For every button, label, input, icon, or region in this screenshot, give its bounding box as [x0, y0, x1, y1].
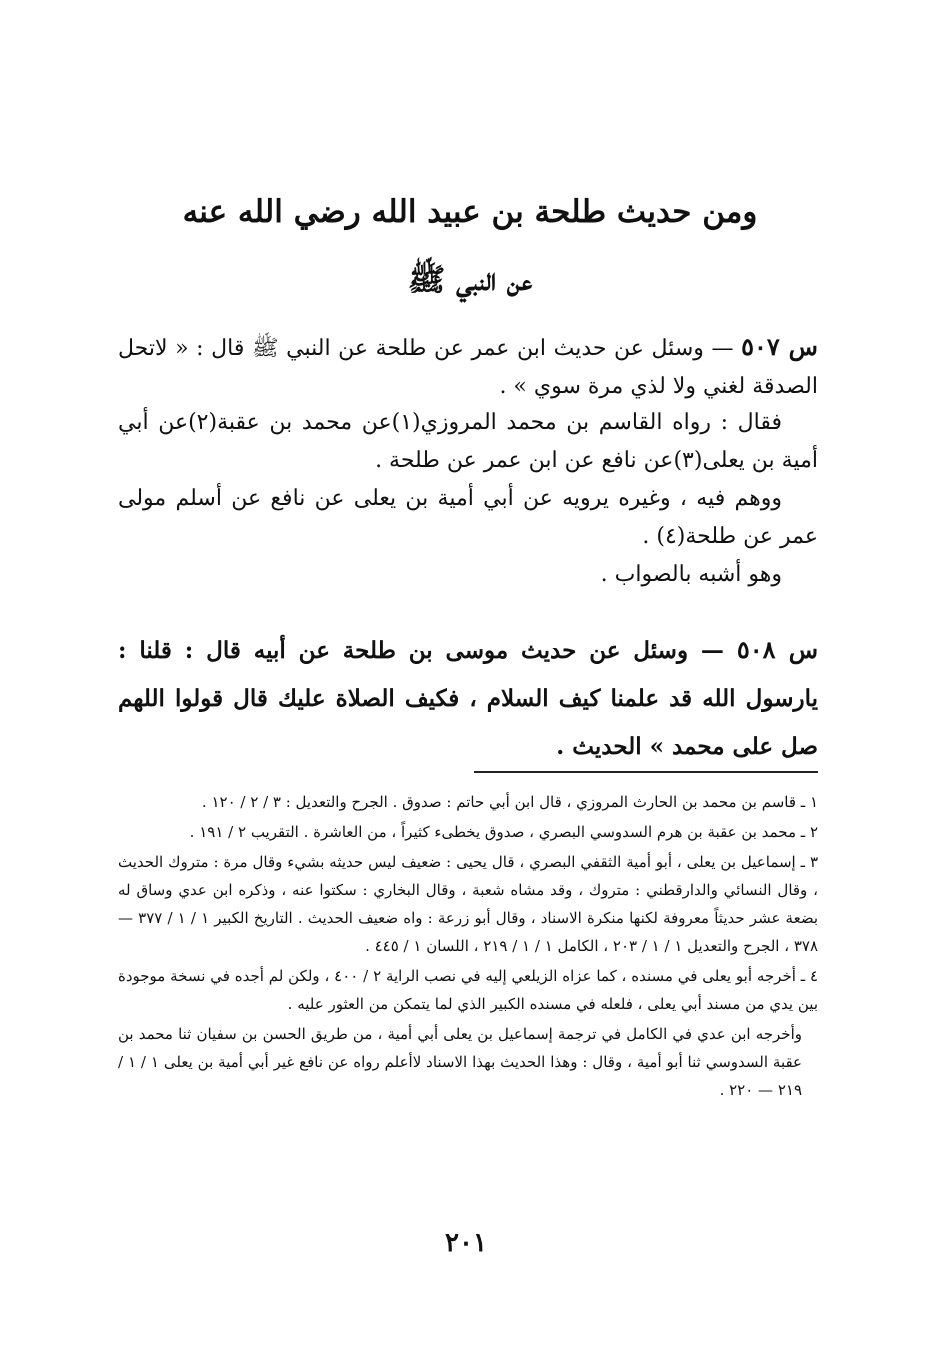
- question-text: — وسئل عن حديث موسى بن طلحة عن أبيه قال : قلنا : يارسول الله قد علمنا كيف السلام ، فكيف الصلاة عليك قال قولوا اللهم صل على محمد » الحديث .: [118, 637, 818, 760]
- footnote-4: ٤ ـ أخرجه أبو يعلى في مسنده ، كما عزاه الزيلعي إليه في نصب الراية ٢ / ٤٠٠ ، ولكن لم أجده في نسخة موجودة بين يدي من مسند أبي يعلى ، فلعله في مسنده الكبير الذي لما يتمكن من العثور عليه .: [118, 967, 818, 1013]
- footnotes: [118, 788, 818, 1106]
- section-heading: ومن حديث طلحة بن عبيد الله رضي الله عنه: [182, 194, 758, 230]
- footnote-1: ١ ـ قاسم بن محمد بن الحارث المروزي ، قال ابن أبي حاتم : صدوق . الجرح والتعديل : ٣ / ٢ / ١٢٠ .: [201, 793, 818, 811]
- footnote-3: ٣ ـ إسماعيل بن يعلى ، أبو أمية الثقفي البصري ، قال يحيى : ضعيف ليس حديثه بشيء وقال مرة : متروك الحديث ، وقال النسائي والدارقطني : متروك ، وقد مشاه شعبة ، وقال البخاري : سكتوا عنه ، وذكره ابن عدي وساق له بضعة عشر حديثاً معروفة لكنها منكرة الاسناد ، وقال أبو زرعة : واه ضعيف الحديث . التاريخ الكبير ١ / ١ / ٣٧٧ — ٣٧٨ ، الجرح والتعديل ١ / ١ / ٢٠٣ ، الكامل ١ / ١ / ٢١٩ ، اللسان ١ / ٤٤٥ .: [118, 853, 819, 955]
- question-508: [118, 626, 818, 771]
- footnote-4-continuation: وأخرجه ابن عدي في الكامل في ترجمة إسماعيل بن يعلى أبي أمية ، من طريق الحسن بن سفيان ثنا محمد بن عقبة السدوسي ثنا أبو أمية ، وقال : وهذا الحديث بهذا الاسناد لاأعلم رواه عن نافع غير أبي أمية بن يعلى ١ / ١ / ٢١٩ — ٢٢٠ .: [118, 1025, 803, 1099]
- answer-paragraph-3: وهو أشبه بالصواب .: [600, 562, 782, 587]
- answer-paragraph-2: ووهم فيه ، وغيره يرويه عن أبي أمية بن يعلى عن نافع عن أسلم مولى عمر عن طلحة(٤) .: [118, 486, 818, 549]
- answer-paragraph-1: فقال : رواه القاسم بن محمد المروزي(١)عن محمد بن عقبة(٢)عن أبي أمية بن يعلى(٣)عن نافع عن ابن عمر عن طلحة .: [118, 410, 818, 473]
- footnote-divider: [474, 771, 818, 773]
- question-text: — وسئل عن حديث ابن عمر عن طلحة عن النبي ﷺ قال : « لاتحل الصدقة لغني ولا لذي مرة سوي » .: [118, 336, 818, 399]
- question-507: [118, 328, 818, 406]
- page-number: ٢٠١: [445, 1228, 487, 1258]
- section-subheading: عن النبي ﷺ: [407, 262, 533, 298]
- question-number: س ٥٠٨: [736, 635, 819, 664]
- footnote-2: ٢ ـ محمد بن عقبة بن هرم السدوسي البصري ، صدوق يخطىء كثيراً ، من العاشرة . التقريب ٢ / ١٩١ .: [189, 823, 818, 841]
- question-number: س ٥٠٧: [741, 332, 818, 361]
